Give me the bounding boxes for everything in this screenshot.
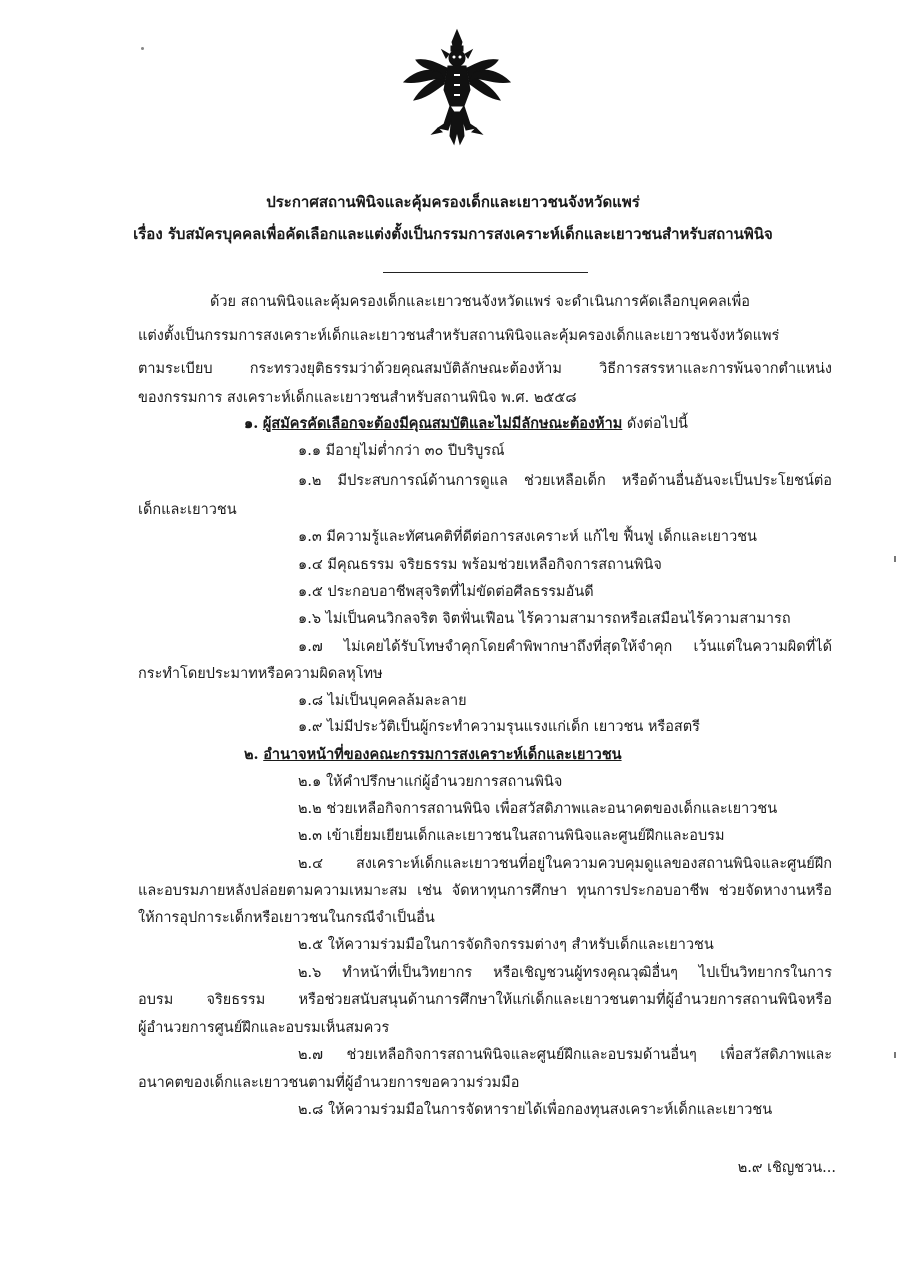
section-2-item-continuation: ผู้อำนวยการศูนย์ฝึกและอบรมเห็นสมควร	[138, 1020, 390, 1036]
section-2-item-continuation: ให้การอุปการะเด็กหรือเยาวชนในกรณีจำเป็นอื่น	[138, 910, 435, 926]
section-2-item: ๒.๗ ช่วยเหลือกิจการสถานพินิจและศูนย์ฝึกและอบรมด้านอื่นๆ เพื่อสวัสดิภาพและ	[298, 1047, 832, 1063]
section-1-item: ๑.๗ ไม่เคยได้รับโทษจำคุกโดยคำพิพากษาถึงที่สุดให้จำคุก เว้นแต่ในความผิดที่ได้	[298, 639, 832, 655]
intro-line: แต่งตั้งเป็นกรรมการสงเคราะห์เด็กและเยาวชนสำหรับสถานพินิจและคุ้มครองเด็กและเยาวชนจังหวัดแพร่	[138, 328, 780, 344]
section-1-item: ๑.๕ ประกอบอาชีพสุจริตที่ไม่ขัดต่อศีลธรรมอันดี	[298, 584, 594, 600]
announcement-subject: เรื่อง รับสมัครบุคคลเพื่อคัดเลือกและแต่งตั้งเป็นกรรมการสงเคราะห์เด็กและเยาวชนสำหรับสถานพินิจ	[133, 225, 773, 243]
section-2-heading	[244, 745, 622, 765]
scan-edge-mark	[894, 1052, 896, 1058]
section-1-item: ๑.๒ มีประสบการณ์ด้านการดูแล ช่วยเหลือเด็ก หรือด้านอื่นอันจะเป็นประโยชน์ต่อ	[298, 473, 832, 489]
section-1-number: ๑.	[244, 415, 259, 432]
garuda-emblem-icon	[398, 28, 516, 148]
intro-line: ตามระเบียบ กระทรวงยุติธรรมว่าด้วยคุณสมบัติลักษณะต้องห้าม วิธีการสรรหาและการพ้นจากตำแหน่ง	[138, 361, 832, 377]
announcement-title: ประกาศสถานพินิจและคุ้มครองเด็กและเยาวชนจังหวัดแพร่	[266, 193, 640, 211]
section-1-suffix: ดังต่อไปนี้	[626, 416, 688, 432]
section-2-item: ๒.๔ สงเคราะห์เด็กและเยาวชนที่อยู่ในความควบคุมดูแลของสถานพินิจและศูนย์ฝึก	[298, 856, 832, 872]
scan-speck	[141, 47, 144, 50]
section-2-title: อำนาจหน้าที่ของคณะกรรมการสงเคราะห์เด็กและเยาวชน	[263, 746, 622, 763]
section-2-item: ๒.๖ ทำหน้าที่เป็นวิทยากร หรือเชิญชวนผู้ทรงคุณวุฒิอื่นๆ ไปเป็นวิทยากรในการ	[298, 965, 832, 981]
scan-edge-mark	[894, 556, 896, 562]
title-divider	[383, 272, 588, 273]
section-2-item: ๒.๕ ให้ความร่วมมือในการจัดกิจกรรมต่างๆ สำหรับเด็กและเยาวชน	[298, 937, 714, 953]
section-2-item: ๒.๑ ให้คำปรึกษาแก่ผู้อำนวยการสถานพินิจ	[298, 774, 563, 790]
section-1-title: ผู้สมัครคัดเลือกจะต้องมีคุณสมบัติและไม่มีลักษณะต้องห้าม	[262, 415, 623, 432]
section-2-item: ๒.๘ ให้ความร่วมมือในการจัดหารายได้เพื่อกองทุนสงเคราะห์เด็กและเยาวชน	[298, 1102, 773, 1118]
section-2-item: ๒.๒ ช่วยเหลือกิจการสถานพินิจ เพื่อสวัสดิภาพและอนาคตของเด็กและเยาวชน	[298, 801, 778, 817]
page-continuation-note: ๒.๙ เชิญชวน...	[737, 1160, 836, 1176]
section-1-item: ๑.๑ มีอายุไม่ต่ำกว่า ๓๐ ปีบริบูรณ์	[298, 443, 505, 459]
section-1-item-continuation: กระทำโดยประมาทหรือความผิดลหุโทษ	[138, 666, 383, 682]
section-2-item: ๒.๓ เข้าเยี่ยมเยียนเด็กและเยาวชนในสถานพินิจและศูนย์ฝึกและอบรม	[298, 828, 725, 844]
section-1-item: ๑.๘ ไม่เป็นบุคคลล้มละลาย	[298, 693, 467, 709]
section-2-item-continuation: และอบรมภายหลังปล่อยตามความเหมาะสม เช่น จัดหาทุนการศึกษา ทุนการประกอบอาชีพ ช่วยจัดหางานหรือ	[138, 883, 832, 899]
section-2-item-continuation: อนาคตของเด็กและเยาวชนตามที่ผู้อำนวยการขอความร่วมมือ	[138, 1075, 520, 1091]
section-2-item-continuation: อบรม จริยธรรม หรือช่วยสนับสนุนด้านการศึกษาให้แก่เด็กและเยาวชนตามที่ผู้อำนวยการสถานพินิจหรือ	[138, 992, 832, 1008]
section-1-item: ๑.๔ มีคุณธรรม จริยธรรม พร้อมช่วยเหลือกิจการสถานพินิจ	[298, 557, 662, 573]
section-1-item-continuation: เด็กและเยาวชน	[138, 502, 237, 518]
section-1-item: ๑.๖ ไม่เป็นคนวิกลจริต จิตฟั่นเฟือน ไร้ความสามารถหรือเสมือนไร้ความสามารถ	[298, 611, 791, 627]
section-1-heading	[244, 414, 688, 434]
intro-line: ด้วย สถานพินิจและคุ้มครองเด็กและเยาวชนจังหวัดแพร่ จะดำเนินการคัดเลือกบุคคลเพื่อ	[210, 294, 751, 310]
section-1-item: ๑.๙ ไม่มีประวัติเป็นผู้กระทำความรุนแรงแก่เด็ก เยาวชน หรือสตรี	[298, 719, 700, 735]
intro-line: ของกรรมการ สงเคราะห์เด็กและเยาวชนสำหรับสถานพินิจ พ.ศ. ๒๕๕๘	[138, 390, 577, 406]
section-2-number: ๒.	[244, 746, 259, 763]
section-1-item: ๑.๓ มีความรู้และทัศนคติที่ดีต่อการสงเคราะห์ แก้ไข ฟื้นฟู เด็กและเยาวชน	[298, 529, 757, 545]
